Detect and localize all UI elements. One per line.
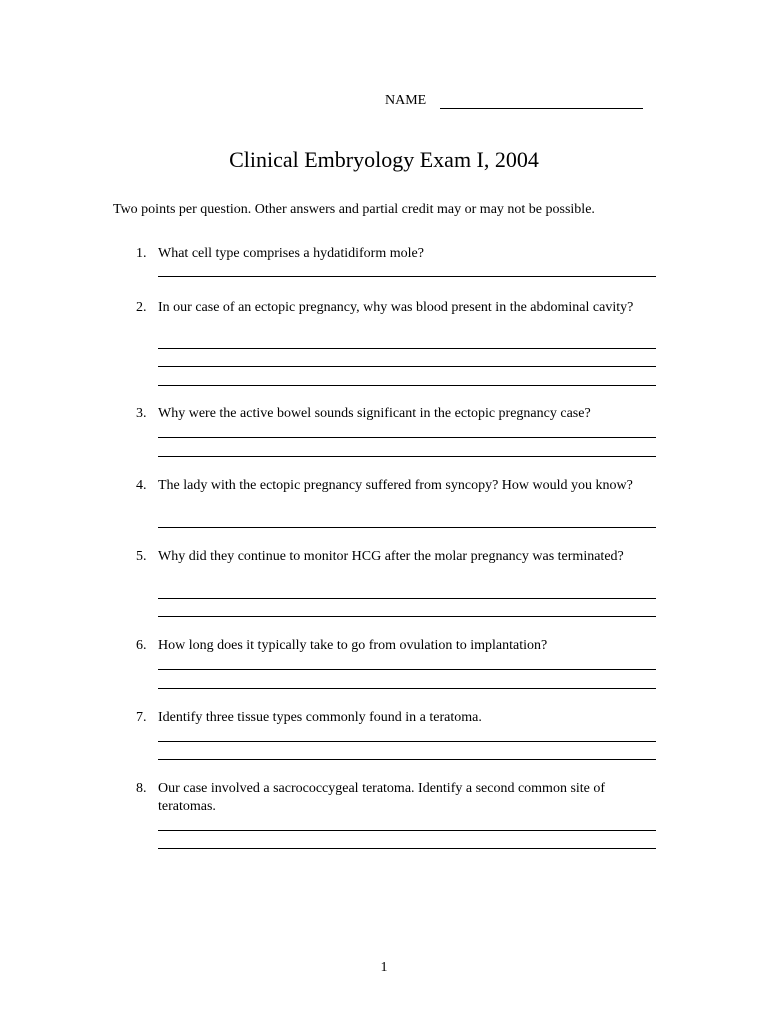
answer-line[interactable] bbox=[158, 437, 656, 438]
answer-line[interactable] bbox=[158, 669, 656, 670]
question-number: 2. bbox=[136, 300, 147, 315]
question-text: In our case of an ectopic pregnancy, why was blood present in the abdominal cavity? bbox=[158, 300, 634, 315]
question-text: Why were the active bowel sounds significant in the ectopic pregnancy case? bbox=[158, 406, 591, 421]
instructions: Two points per question. Other answers and partial credit may or may not be possible. bbox=[113, 202, 595, 217]
question-text: The lady with the ectopic pregnancy suffered from syncopy? How would you know? bbox=[158, 478, 633, 493]
question-text: How long does it typically take to go from ovulation to implantation? bbox=[158, 638, 548, 653]
answer-line[interactable] bbox=[158, 848, 656, 849]
answer-line[interactable] bbox=[158, 456, 656, 457]
answer-line[interactable] bbox=[158, 385, 656, 386]
answer-line[interactable] bbox=[158, 348, 656, 349]
question-number: 4. bbox=[136, 478, 147, 493]
question-text: What cell type comprises a hydatidiform mole? bbox=[158, 246, 424, 261]
answer-line[interactable] bbox=[158, 527, 656, 528]
question-number: 7. bbox=[136, 710, 147, 725]
answer-line[interactable] bbox=[158, 741, 656, 742]
question-text: Why did they continue to monitor HCG after the molar pregnancy was terminated? bbox=[158, 549, 624, 564]
answer-line[interactable] bbox=[158, 759, 656, 760]
question-number: 6. bbox=[136, 638, 147, 653]
page-title: Clinical Embryology Exam I, 2004 bbox=[229, 147, 539, 172]
question-text: Our case involved a sacrococcygeal teratoma. Identify a second common site of teratomas. bbox=[158, 781, 606, 814]
answer-line[interactable] bbox=[158, 598, 656, 599]
answer-line[interactable] bbox=[158, 276, 656, 277]
answer-line[interactable] bbox=[158, 688, 656, 689]
answer-line[interactable] bbox=[158, 830, 656, 831]
answer-line[interactable] bbox=[158, 366, 656, 367]
question-number: 5. bbox=[136, 549, 147, 564]
answer-line[interactable] bbox=[158, 616, 656, 617]
name-label: NAME bbox=[385, 93, 427, 108]
question-text: Identify three tissue types commonly found in a teratoma. bbox=[158, 710, 482, 725]
page-number: 1 bbox=[380, 960, 388, 975]
question-number: 1. bbox=[136, 246, 147, 261]
name-answer-line[interactable] bbox=[440, 108, 643, 109]
name-field-label bbox=[385, 92, 426, 110]
question-number: 3. bbox=[136, 406, 147, 421]
question-number: 8. bbox=[136, 781, 147, 796]
